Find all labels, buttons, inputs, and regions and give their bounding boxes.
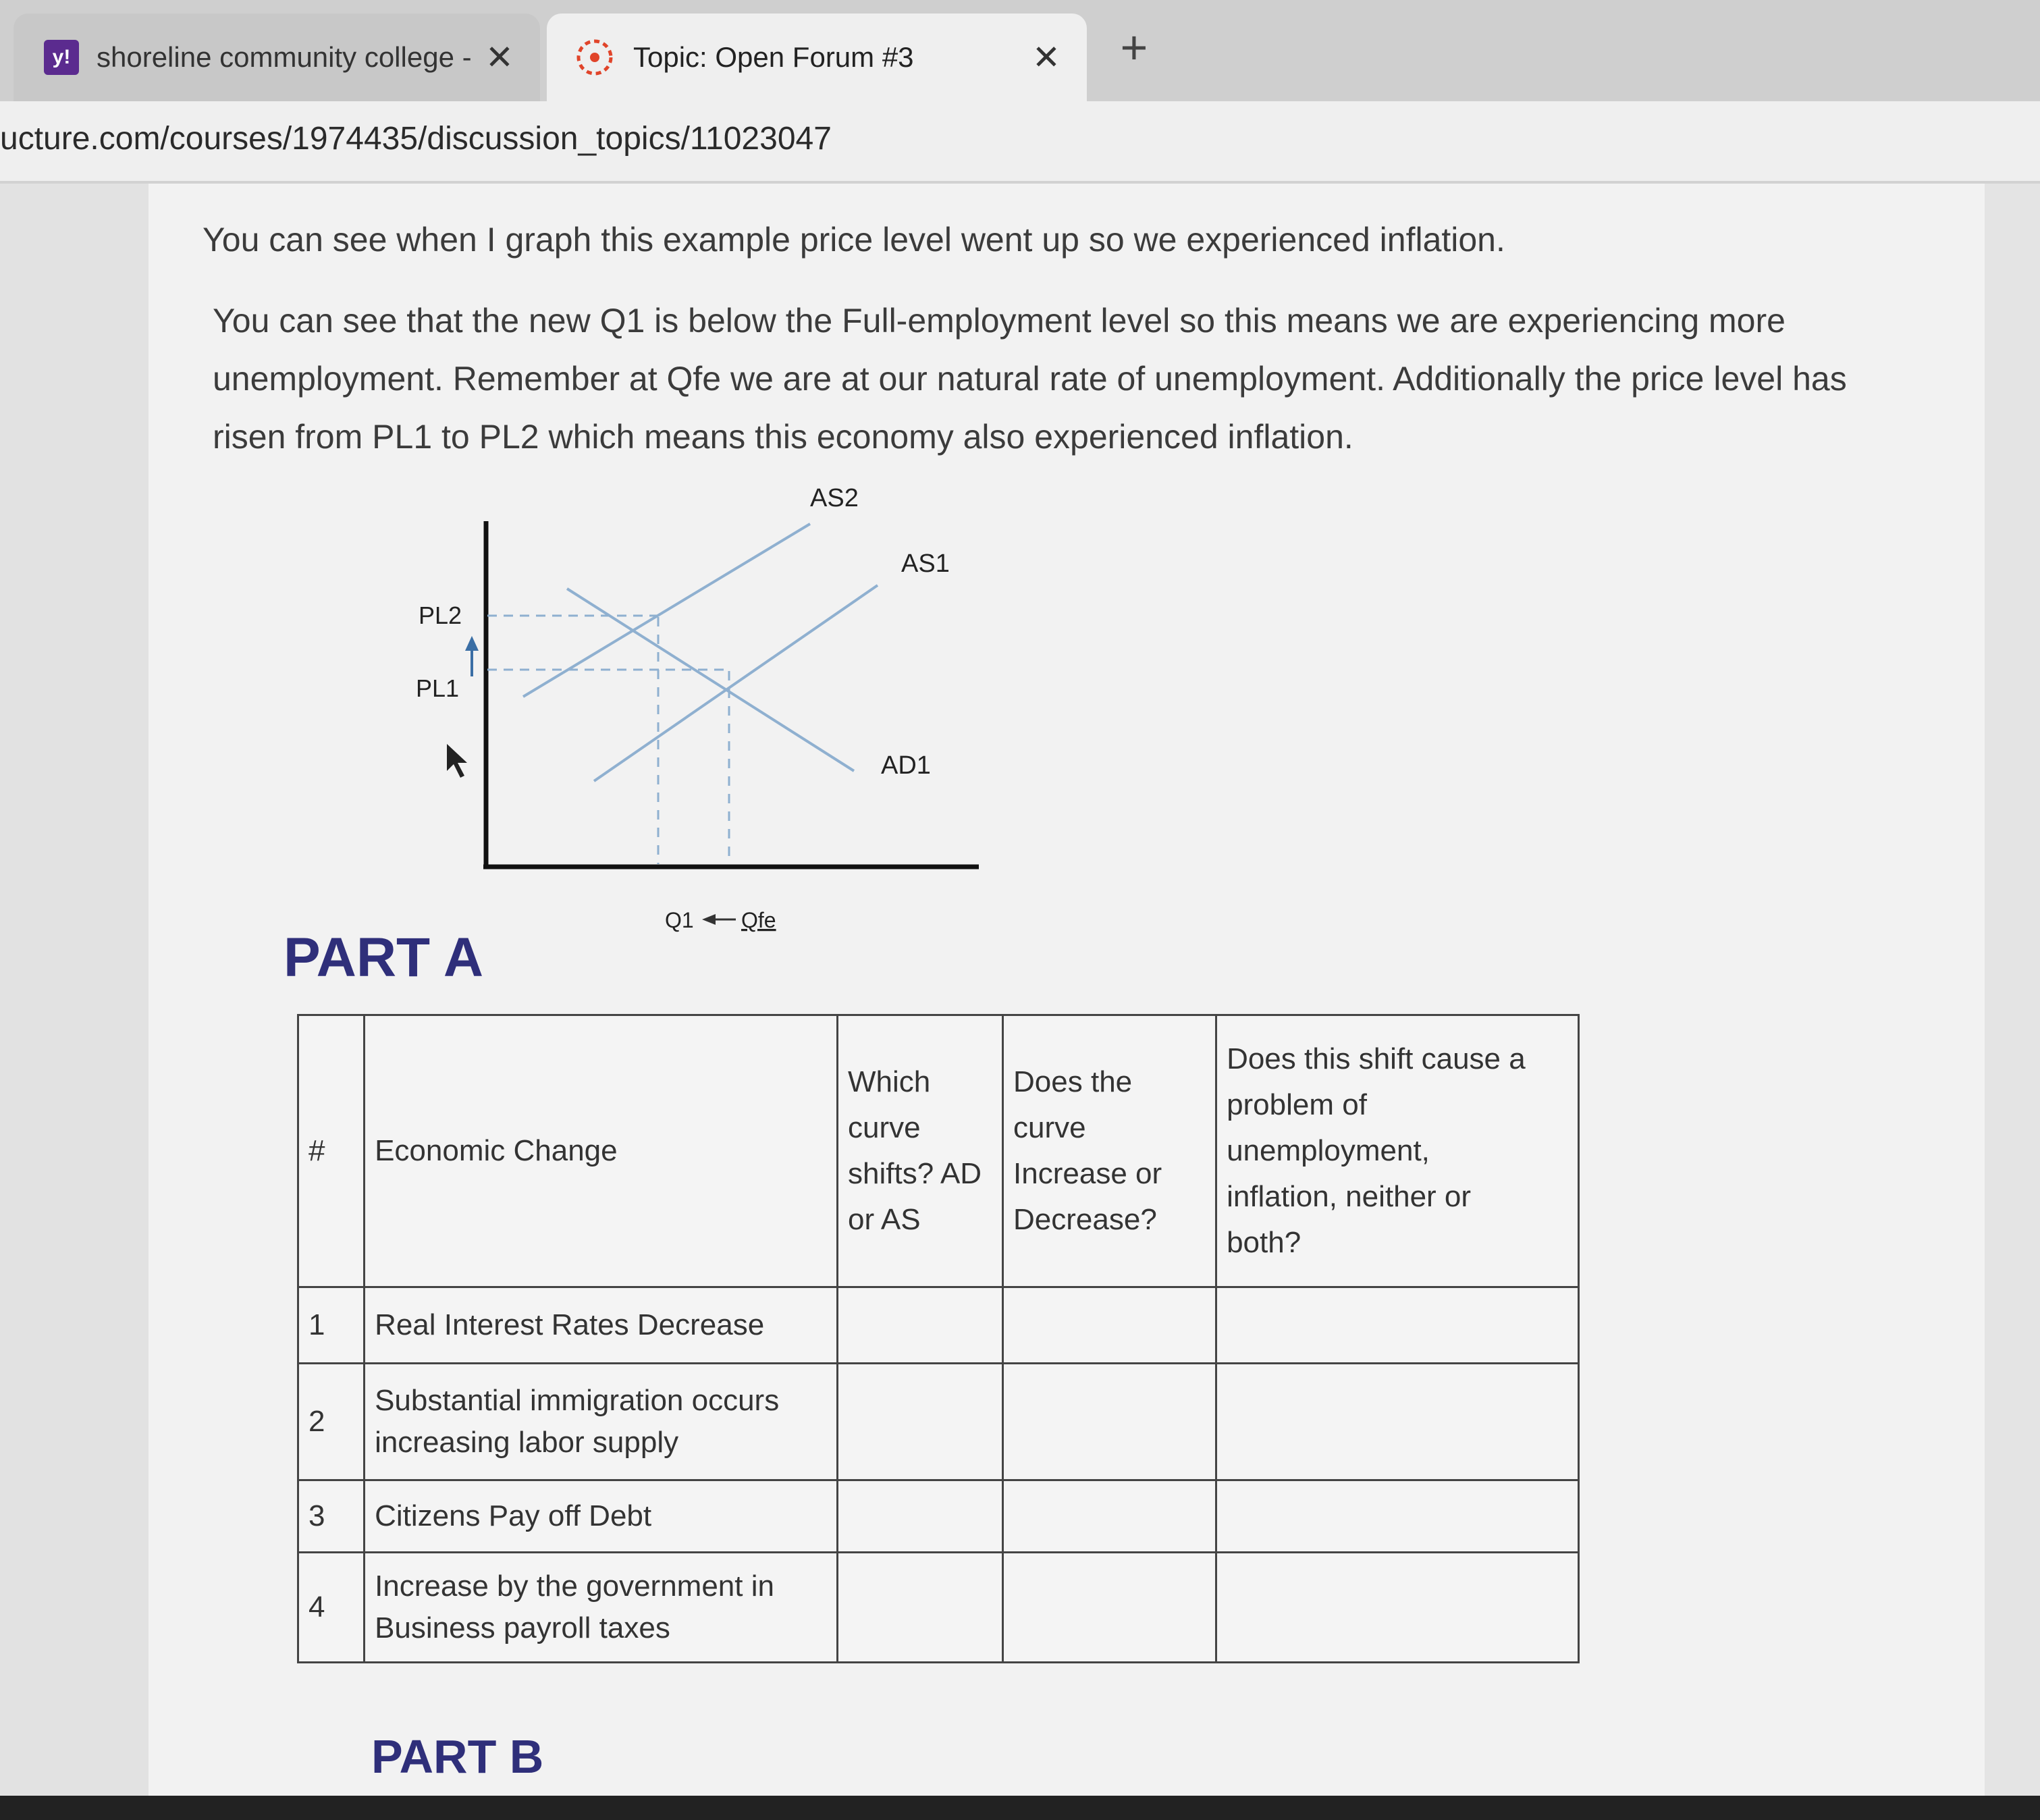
left-arrow-icon — [702, 914, 736, 925]
header-line: both? — [1227, 1226, 1301, 1259]
close-icon[interactable]: ✕ — [485, 38, 514, 76]
new-tab-button[interactable]: + — [1120, 21, 1148, 74]
close-icon[interactable]: ✕ — [1032, 38, 1061, 76]
header-line: Decrease? — [1013, 1203, 1157, 1236]
cell-problem[interactable] — [1216, 1553, 1579, 1663]
header-which-curve — [838, 1015, 1003, 1287]
table-row — [298, 1480, 1579, 1553]
paragraph-line: unemployment. Remember at Qfe we are at our natural rate of unemployment. Additionally the price level has — [213, 360, 1847, 398]
row-change-line: Increase by the government in — [375, 1570, 774, 1603]
up-arrow-icon — [465, 636, 479, 676]
row-number: 3 — [298, 1480, 365, 1553]
tab-open-forum[interactable] — [547, 14, 1087, 101]
row-change-line: increasing labor supply — [375, 1426, 679, 1459]
pl1-label: PL1 — [416, 674, 460, 702]
header-line: shifts? AD — [848, 1157, 982, 1190]
header-line: Which — [848, 1065, 931, 1098]
cell-problem[interactable] — [1216, 1480, 1579, 1553]
economic-change-table — [297, 1014, 1580, 1663]
cell-which-curve[interactable] — [838, 1364, 1003, 1480]
as2-curve — [523, 524, 810, 697]
table-row — [298, 1287, 1579, 1364]
row-number: 2 — [298, 1364, 365, 1480]
address-bar[interactable] — [0, 101, 2040, 184]
screen-bezel — [0, 1796, 2040, 1820]
header-increase-decrease — [1003, 1015, 1216, 1287]
as1-label: AS1 — [901, 550, 950, 578]
row-number: 1 — [298, 1287, 365, 1364]
paragraph-inflation: You can see when I graph this example price level went up so we experienced inflation. — [203, 221, 1505, 259]
pl2-label: PL2 — [419, 601, 462, 629]
right-gutter — [1985, 184, 2040, 1820]
cell-increase-decrease[interactable] — [1003, 1287, 1216, 1364]
q1-label: Q1 — [665, 908, 694, 932]
row-economic-change: Real Interest Rates Decrease — [365, 1287, 838, 1364]
tab-title: Topic: Open Forum #3 — [633, 41, 914, 73]
cell-increase-decrease[interactable] — [1003, 1553, 1216, 1663]
cell-increase-decrease[interactable] — [1003, 1364, 1216, 1480]
part-b-title: PART B — [371, 1730, 544, 1783]
cell-which-curve[interactable] — [838, 1287, 1003, 1364]
header-line: curve — [848, 1111, 921, 1144]
cell-problem[interactable] — [1216, 1364, 1579, 1480]
table-header-row — [298, 1015, 1579, 1287]
cursor-icon — [447, 744, 467, 778]
cell-problem[interactable] — [1216, 1287, 1579, 1364]
tab-title: shoreline community college - — [97, 41, 472, 73]
header-problem — [1216, 1015, 1579, 1287]
ad1-label: AD1 — [881, 751, 931, 780]
yahoo-icon: y! — [44, 40, 79, 75]
cell-which-curve[interactable] — [838, 1553, 1003, 1663]
header-line: curve — [1013, 1111, 1086, 1144]
tab-shoreline[interactable] — [14, 14, 540, 101]
row-economic-change — [365, 1553, 838, 1663]
header-line: inflation, neither or — [1227, 1180, 1472, 1213]
header-line: or AS — [848, 1203, 921, 1236]
header-line: Does the — [1013, 1065, 1133, 1098]
header-economic-change: Economic Change — [365, 1015, 838, 1287]
canvas-icon — [575, 38, 614, 77]
row-economic-change — [365, 1364, 838, 1480]
row-economic-change: Citizens Pay off Debt — [365, 1480, 838, 1553]
table-row — [298, 1364, 1579, 1480]
discussion-content — [149, 184, 1985, 1820]
as-ad-graph-svg — [270, 474, 979, 1081]
header-line: problem of — [1227, 1088, 1367, 1121]
row-change-line: Business payroll taxes — [375, 1611, 670, 1644]
url-text[interactable]: ucture.com/courses/1974435/discussion_topics/11023047 — [0, 121, 832, 157]
table-row — [298, 1553, 1579, 1663]
header-line: Does this shift cause a — [1227, 1042, 1526, 1075]
paragraph-line: risen from PL1 to PL2 which means this economy also experienced inflation. — [213, 418, 1353, 456]
as-ad-graph — [270, 474, 979, 1081]
row-change-line: Substantial immigration occurs — [375, 1384, 780, 1417]
as2-label: AS2 — [810, 484, 859, 512]
header-number: # — [298, 1015, 365, 1287]
left-gutter — [0, 184, 149, 1820]
row-number: 4 — [298, 1553, 365, 1663]
qfe-label: Qfe — [741, 908, 776, 932]
cell-increase-decrease[interactable] — [1003, 1480, 1216, 1553]
header-line: Increase or — [1013, 1157, 1162, 1190]
header-line: unemployment, — [1227, 1134, 1430, 1167]
part-a-title: PART A — [284, 927, 484, 988]
tab-bar — [0, 0, 2040, 101]
paragraph-line: You can see that the new Q1 is below the Full-employment level so this means we are experiencing more — [213, 302, 1786, 340]
cell-which-curve[interactable] — [838, 1480, 1003, 1553]
paragraph-unemployment — [213, 292, 1847, 466]
